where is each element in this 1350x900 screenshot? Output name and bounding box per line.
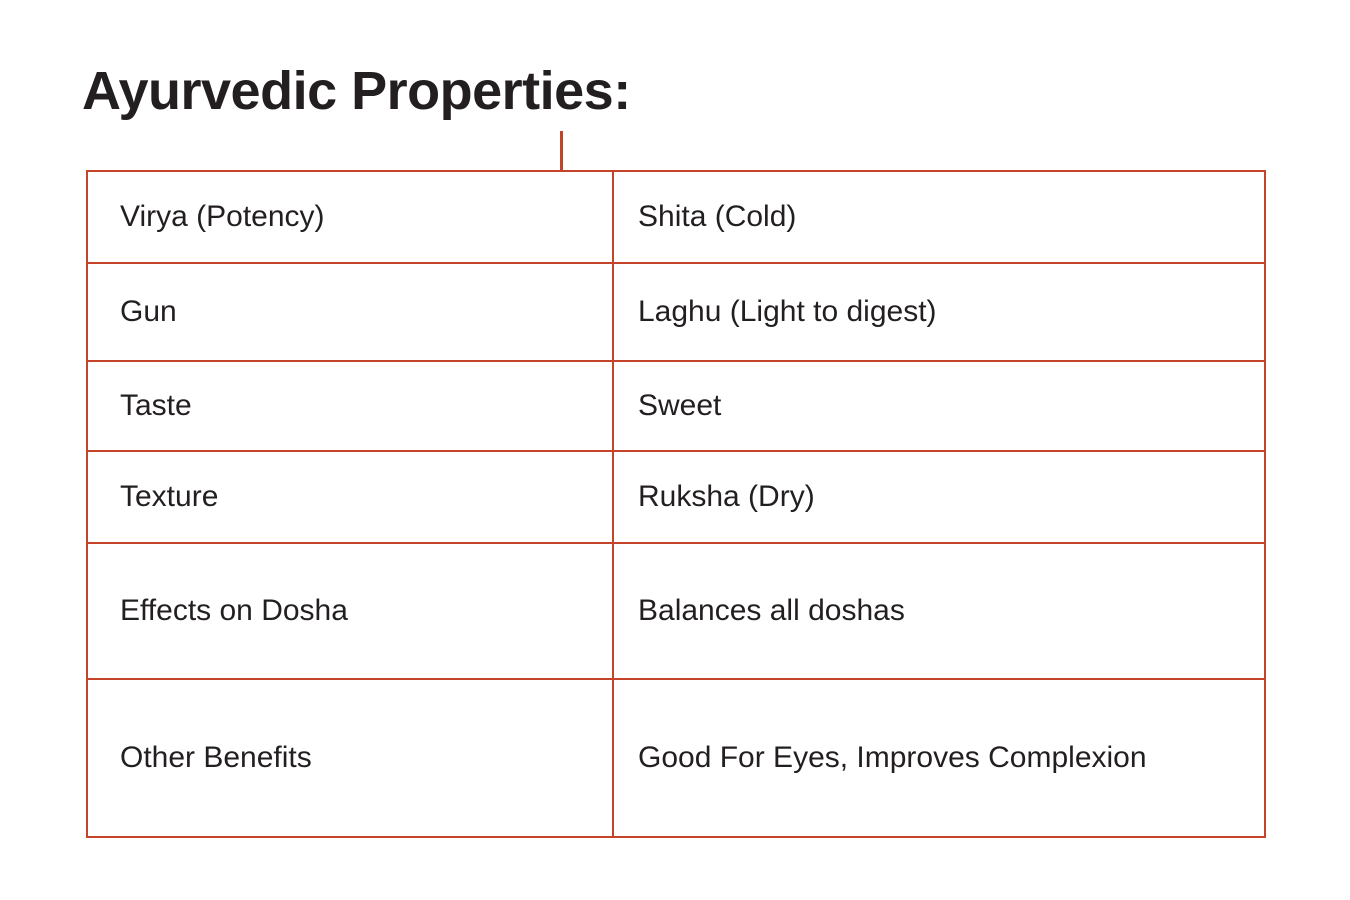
ayurvedic-properties-table-wrapper xyxy=(86,170,1266,838)
page-title: Ayurvedic Properties: xyxy=(82,61,631,121)
table-row xyxy=(87,451,1265,543)
property-value: Ruksha (Dry) xyxy=(613,451,1265,543)
table-row xyxy=(87,171,1265,263)
property-value-text: Good For Eyes, Improves Complexion xyxy=(638,741,1147,775)
table-row xyxy=(87,361,1265,451)
property-label: Gun xyxy=(87,263,613,361)
property-label: Effects on Dosha xyxy=(87,543,613,679)
table-row xyxy=(87,263,1265,361)
table-row xyxy=(87,679,1265,837)
table-row xyxy=(87,543,1265,679)
property-label: Other Benefits xyxy=(87,679,613,837)
property-value: Shita (Cold) xyxy=(613,171,1265,263)
column-divider-tick xyxy=(560,131,563,170)
property-value: Laghu (Light to digest) xyxy=(613,263,1265,361)
ayurvedic-properties-table xyxy=(86,170,1266,838)
property-value: Sweet xyxy=(613,361,1265,451)
property-label: Virya (Potency) xyxy=(87,171,613,263)
property-value: Balances all doshas xyxy=(613,543,1265,679)
property-label: Texture xyxy=(87,451,613,543)
property-label: Taste xyxy=(87,361,613,451)
property-value xyxy=(613,679,1265,837)
